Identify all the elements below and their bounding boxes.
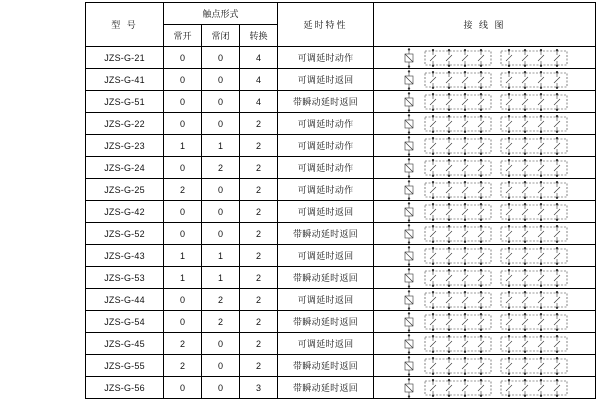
cell-contact-ch: 2	[240, 355, 278, 377]
cell-delay: 可调延时返回	[278, 201, 374, 223]
cell-delay: 带瞬动延时返回	[278, 311, 374, 333]
cell-contact-nc: 0	[202, 47, 240, 69]
cell-contact-nc: 1	[202, 245, 240, 267]
cell-contact-nc: 0	[202, 333, 240, 355]
cell-delay: 带瞬动延时返回	[278, 355, 374, 377]
contact-block-icon	[499, 224, 569, 244]
cell-delay: 可调延时动作	[278, 135, 374, 157]
cell-model: JZS-G-45	[86, 333, 164, 355]
cell-wiring-diagram	[374, 91, 596, 113]
cell-contact-nc: 0	[202, 113, 240, 135]
contact-block-icon	[499, 114, 569, 134]
cell-contact-ch: 2	[240, 201, 278, 223]
cell-model: JZS-G-41	[86, 69, 164, 91]
header-model: 型 号	[86, 3, 164, 47]
contact-block-icon	[423, 312, 493, 332]
cell-contact-no: 0	[164, 201, 202, 223]
cell-wiring-diagram	[374, 113, 596, 135]
contact-block-icon	[499, 48, 569, 68]
cell-contact-ch: 3	[240, 377, 278, 399]
cell-contact-no: 2	[164, 179, 202, 201]
contact-block-icon	[499, 290, 569, 310]
cell-contact-ch: 2	[240, 289, 278, 311]
relay-coil-icon	[401, 334, 417, 354]
cell-contact-nc: 0	[202, 355, 240, 377]
relay-coil-icon	[401, 158, 417, 178]
table-row	[86, 289, 596, 311]
relay-coil-icon	[401, 114, 417, 134]
contact-block-icon	[499, 268, 569, 288]
cell-delay: 可调延时返回	[278, 69, 374, 91]
header-wiring: 接 线 图	[374, 3, 596, 47]
cell-contact-nc: 0	[202, 69, 240, 91]
contact-block-icon	[423, 114, 493, 134]
cell-contact-no: 0	[164, 47, 202, 69]
header-row-top	[86, 3, 596, 25]
relay-coil-icon	[401, 356, 417, 376]
cell-wiring-diagram	[374, 245, 596, 267]
cell-wiring-diagram	[374, 333, 596, 355]
table-row	[86, 69, 596, 91]
table-row	[86, 179, 596, 201]
cell-delay: 可调延时动作	[278, 179, 374, 201]
cell-contact-no: 0	[164, 289, 202, 311]
relay-coil-icon	[401, 180, 417, 200]
relay-coil-icon	[401, 48, 417, 68]
contact-block-icon	[499, 70, 569, 90]
cell-contact-ch: 2	[240, 179, 278, 201]
contact-block-icon	[423, 136, 493, 156]
cell-contact-no: 0	[164, 91, 202, 113]
cell-delay: 可调延时返回	[278, 289, 374, 311]
relay-coil-icon	[401, 92, 417, 112]
cell-wiring-diagram	[374, 223, 596, 245]
cell-contact-ch: 4	[240, 91, 278, 113]
contact-block-icon	[499, 180, 569, 200]
cell-wiring-diagram	[374, 157, 596, 179]
cell-model: JZS-G-51	[86, 91, 164, 113]
cell-wiring-diagram	[374, 311, 596, 333]
cell-contact-nc: 0	[202, 91, 240, 113]
table-head	[86, 3, 596, 47]
table-row	[86, 311, 596, 333]
contact-block-icon	[499, 356, 569, 376]
cell-contact-nc: 0	[202, 179, 240, 201]
cell-wiring-diagram	[374, 47, 596, 69]
table-row	[86, 113, 596, 135]
cell-contact-nc: 0	[202, 377, 240, 399]
contact-block-icon	[423, 334, 493, 354]
contact-block-icon	[423, 180, 493, 200]
cell-contact-nc: 2	[202, 311, 240, 333]
contact-block-icon	[499, 312, 569, 332]
relay-coil-icon	[401, 246, 417, 266]
cell-delay: 可调延时返回	[278, 333, 374, 355]
cell-contact-ch: 2	[240, 135, 278, 157]
contact-block-icon	[499, 202, 569, 222]
header-contact-group: 触点形式	[164, 3, 278, 25]
cell-model: JZS-G-21	[86, 47, 164, 69]
cell-model: JZS-G-25	[86, 179, 164, 201]
cell-contact-no: 1	[164, 135, 202, 157]
cell-delay: 可调延时返回	[278, 245, 374, 267]
cell-contact-no: 2	[164, 333, 202, 355]
cell-wiring-diagram	[374, 135, 596, 157]
cell-delay: 带瞬动延时返回	[278, 223, 374, 245]
cell-contact-nc: 1	[202, 267, 240, 289]
cell-contact-nc: 2	[202, 289, 240, 311]
cell-wiring-diagram	[374, 267, 596, 289]
contact-block-icon	[499, 246, 569, 266]
cell-model: JZS-G-56	[86, 377, 164, 399]
cell-contact-no: 0	[164, 377, 202, 399]
cell-contact-no: 0	[164, 157, 202, 179]
table-row	[86, 47, 596, 69]
cell-contact-no: 0	[164, 311, 202, 333]
cell-delay: 可调延时动作	[278, 157, 374, 179]
contact-block-icon	[499, 158, 569, 178]
contact-block-icon	[423, 70, 493, 90]
cell-contact-ch: 2	[240, 223, 278, 245]
relay-coil-icon	[401, 202, 417, 222]
table-row	[86, 157, 596, 179]
table-row	[86, 245, 596, 267]
cell-contact-ch: 2	[240, 333, 278, 355]
cell-delay: 带瞬动延时返回	[278, 267, 374, 289]
header-contact-nc: 常闭	[202, 25, 240, 47]
header-contact-ch: 转换	[240, 25, 278, 47]
cell-model: JZS-G-52	[86, 223, 164, 245]
contact-block-icon	[423, 290, 493, 310]
relay-coil-icon	[401, 70, 417, 90]
cell-model: JZS-G-23	[86, 135, 164, 157]
table-row	[86, 91, 596, 113]
cell-contact-ch: 2	[240, 267, 278, 289]
relay-coil-icon	[401, 268, 417, 288]
relay-coil-icon	[401, 378, 417, 398]
cell-wiring-diagram	[374, 355, 596, 377]
cell-wiring-diagram	[374, 377, 596, 399]
cell-contact-ch: 4	[240, 69, 278, 91]
table-row	[86, 201, 596, 223]
cell-wiring-diagram	[374, 179, 596, 201]
cell-delay: 可调延时动作	[278, 113, 374, 135]
contact-block-icon	[499, 136, 569, 156]
contact-block-icon	[423, 48, 493, 68]
header-contact-no: 常开	[164, 25, 202, 47]
cell-contact-nc: 0	[202, 223, 240, 245]
table-row	[86, 377, 596, 399]
cell-wiring-diagram	[374, 289, 596, 311]
contact-block-icon	[499, 92, 569, 112]
cell-wiring-diagram	[374, 69, 596, 91]
cell-contact-ch: 2	[240, 157, 278, 179]
cell-model: JZS-G-24	[86, 157, 164, 179]
relay-spec-table	[85, 2, 596, 399]
contact-block-icon	[423, 158, 493, 178]
cell-contact-no: 0	[164, 113, 202, 135]
cell-contact-no: 0	[164, 223, 202, 245]
contact-block-icon	[499, 378, 569, 398]
contact-block-icon	[423, 92, 493, 112]
table-row	[86, 333, 596, 355]
cell-contact-ch: 2	[240, 311, 278, 333]
cell-contact-no: 1	[164, 267, 202, 289]
table-row	[86, 135, 596, 157]
contact-block-icon	[423, 268, 493, 288]
cell-model: JZS-G-42	[86, 201, 164, 223]
contact-block-icon	[423, 378, 493, 398]
cell-contact-ch: 2	[240, 245, 278, 267]
cell-contact-ch: 2	[240, 113, 278, 135]
cell-model: JZS-G-43	[86, 245, 164, 267]
cell-contact-no: 2	[164, 355, 202, 377]
cell-delay: 可调延时动作	[278, 47, 374, 69]
table-row	[86, 355, 596, 377]
cell-model: JZS-G-55	[86, 355, 164, 377]
cell-model: JZS-G-22	[86, 113, 164, 135]
cell-contact-no: 1	[164, 245, 202, 267]
cell-model: JZS-G-53	[86, 267, 164, 289]
cell-model: JZS-G-54	[86, 311, 164, 333]
table-body	[86, 47, 596, 399]
relay-coil-icon	[401, 136, 417, 156]
cell-contact-ch: 4	[240, 47, 278, 69]
cell-contact-nc: 2	[202, 157, 240, 179]
contact-block-icon	[423, 202, 493, 222]
table-row	[86, 223, 596, 245]
cell-contact-nc: 0	[202, 201, 240, 223]
contact-block-icon	[499, 334, 569, 354]
contact-block-icon	[423, 356, 493, 376]
contact-block-icon	[423, 224, 493, 244]
cell-contact-no: 0	[164, 69, 202, 91]
cell-wiring-diagram	[374, 201, 596, 223]
relay-coil-icon	[401, 312, 417, 332]
table-row	[86, 267, 596, 289]
cell-contact-nc: 1	[202, 135, 240, 157]
relay-coil-icon	[401, 224, 417, 244]
relay-coil-icon	[401, 290, 417, 310]
cell-delay: 带瞬动延时返回	[278, 91, 374, 113]
cell-model: JZS-G-44	[86, 289, 164, 311]
header-delay: 延时特性	[278, 3, 374, 47]
cell-delay: 带瞬动延时返回	[278, 377, 374, 399]
contact-block-icon	[423, 246, 493, 266]
